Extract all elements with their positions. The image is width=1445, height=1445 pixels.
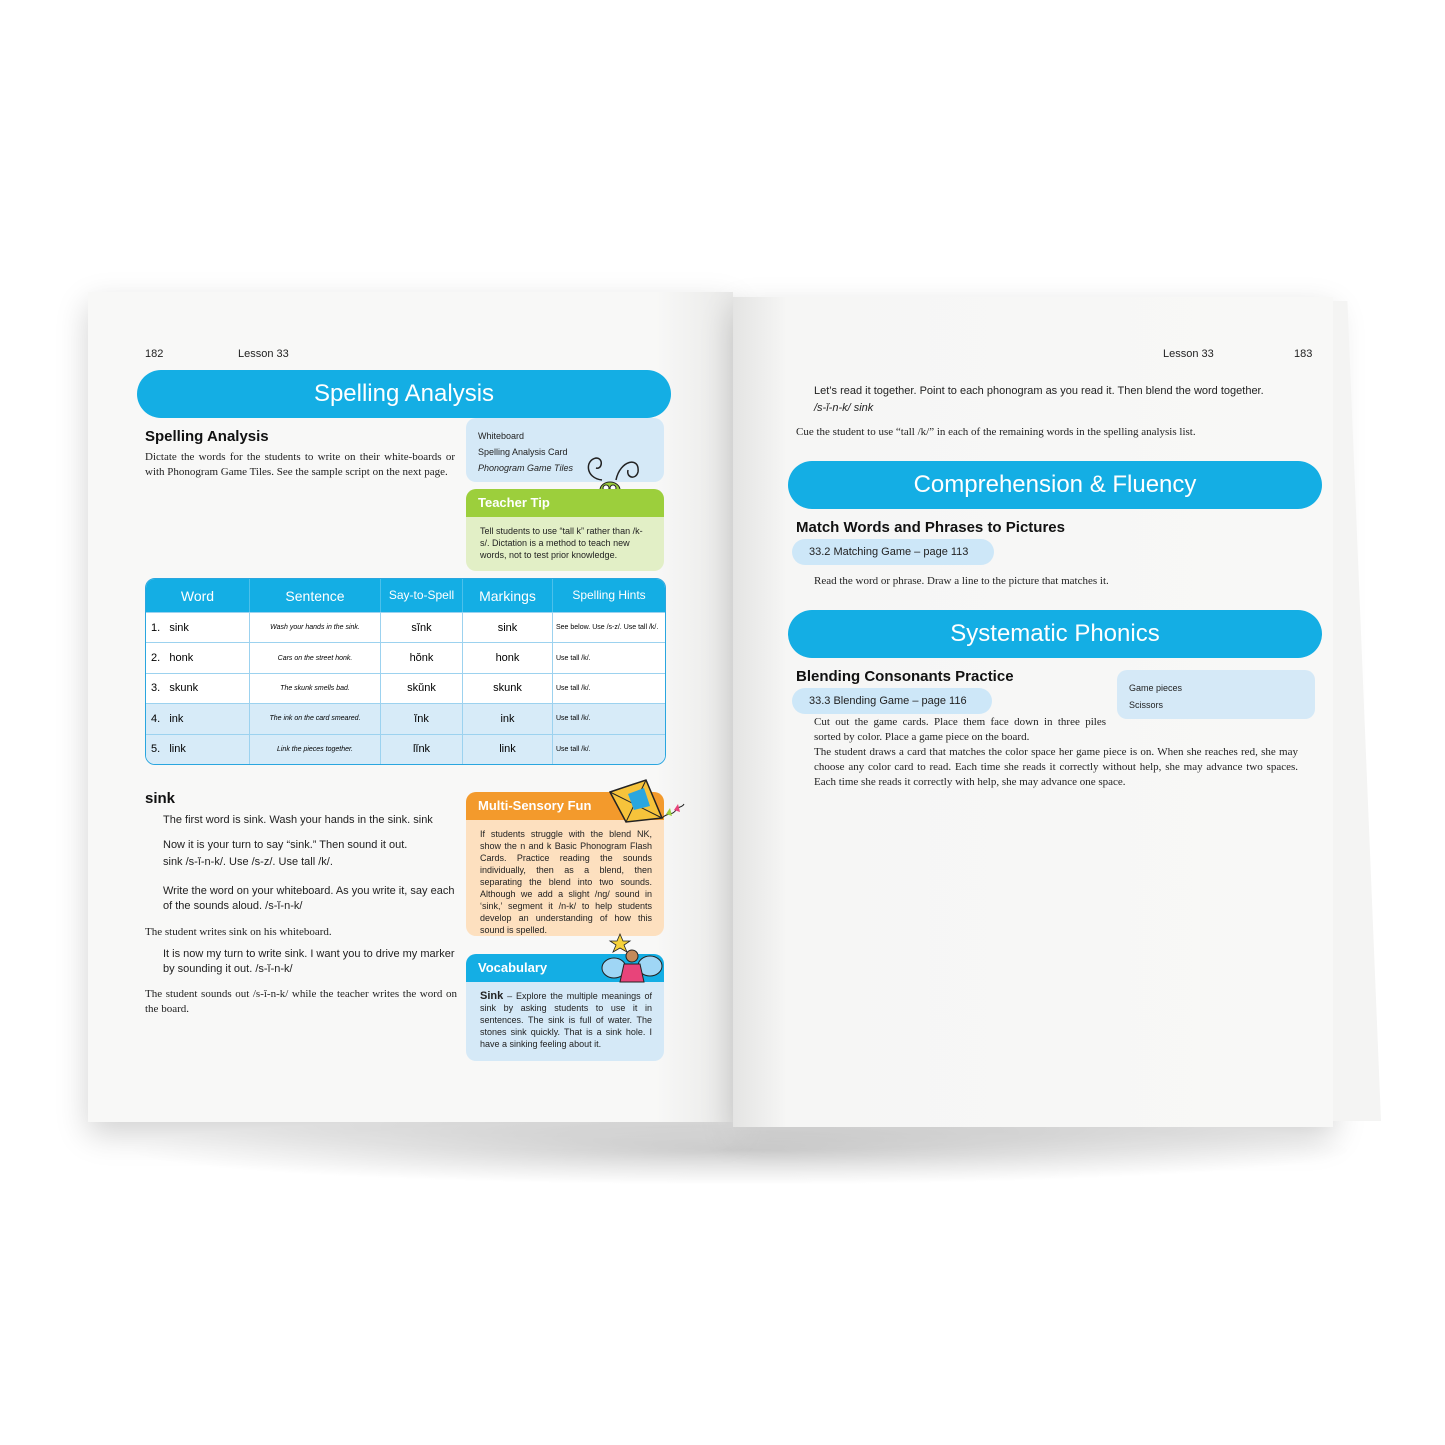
row-sentence: Wash your hands in the sink. [250, 613, 381, 642]
vocabulary-text: – Explore the multiple meanings of sink by asking students to use it in sentences. The sink is full of water. The stones sink quickly. That is a sink hole. I have a sinking feeling about it. [480, 991, 652, 1049]
column-header: Spelling Hints [572, 588, 646, 602]
row-say-to-spell: skŭnk [381, 674, 463, 703]
row-markings: skunk [463, 674, 553, 703]
blend-text: The student draws a card that matches the color space her game piece is on. When she reaches red, she may choose any color card to read. Each time she reads it correctly without help, she may advance two spaces. Each time she reads it correctly with help, she may advance one space. [814, 746, 1298, 788]
page-number-right: 183 [1294, 348, 1313, 360]
material-item: Spelling Analysis Card [478, 447, 568, 457]
table-row [146, 703, 665, 733]
row-sentence: Link the pieces together. [250, 735, 381, 764]
table-row [146, 612, 665, 642]
section-title: Spelling Analysis [145, 428, 269, 445]
row-hints: Use tall /k/. [556, 654, 591, 662]
column-header: Sentence [250, 579, 381, 612]
vocabulary-title: Vocabulary [466, 954, 664, 982]
row-word: honk [169, 652, 194, 665]
row-word: sink [169, 621, 189, 634]
row-say-to-spell: sĭnk [381, 613, 463, 642]
teacher-tip-text: Tell students to use “tall k” rather than /k-s/. Dictation is a method to teach new words, not to test prior knowledge. [480, 526, 643, 560]
material-item: Game pieces [1129, 683, 1183, 693]
row-hints: Use tall /k/. [556, 715, 591, 723]
row-word: ink [169, 712, 184, 725]
row-word: link [169, 743, 186, 756]
material-item: Whiteboard [478, 431, 525, 441]
vocabulary-word: Sink [480, 990, 504, 1002]
blend-text: Cut out the game cards. Place them face down in three piles sorted by color. Place a game piece on the board. [814, 716, 1106, 743]
row-hints: Use tall /k/. [556, 745, 591, 753]
running-head-left: Lesson 33 [238, 348, 289, 360]
blending-materials-box [1117, 670, 1315, 719]
script-line: /s-ĭ-n-k/ sink [814, 402, 874, 414]
fairy-illustration [600, 932, 664, 984]
narration-line: The student sounds out /s-ĭ-n-k/ while the teacher writes the word on the board. [145, 988, 457, 1015]
script-line: Write the word on your whiteboard. As you write it, say each of the sounds aloud. /s-ĭ-n-k/ [163, 885, 455, 912]
systematic-phonics-banner: Systematic Phonics [788, 610, 1322, 658]
row-hints: Use tall /k/. [556, 684, 591, 692]
row-number: 2. [151, 652, 161, 665]
multisensory-text: If students struggle with the blend NK, show the n and k Basic Phonogram Flash Cards. Practice reading the sounds individually, then as a blend, then separating the blend into two sounds. Although we add a slight /ng/ sound in ‘sink,’ segment it /n-k/ to help students develop an understanding of how this sound is spelled. [480, 829, 652, 935]
row-number: 3. [151, 682, 161, 695]
row-word: skunk [169, 682, 199, 695]
row-number: 1. [151, 621, 161, 634]
row-say-to-spell: lĭnk [381, 735, 463, 764]
row-say-to-spell: hŏnk [381, 643, 463, 672]
row-say-to-spell: ĭnk [381, 704, 463, 733]
table-row [146, 734, 665, 764]
matching-game-reference: 33.2 Matching Game – page 113 [792, 539, 994, 565]
script-line: Let’s read it together. Point to each phonogram as you read it. Then blend the word together. [814, 385, 1264, 397]
sink-heading: sink [145, 790, 176, 807]
row-sentence: Cars on the street honk. [250, 643, 381, 672]
row-markings: link [463, 735, 553, 764]
column-header: Markings [463, 579, 553, 612]
match-text: Read the word or phrase. Draw a line to the picture that matches it. [814, 575, 1109, 587]
narration-line: The student writes sink on his whiteboard. [145, 926, 332, 938]
material-item: Phonogram Game Tiles [478, 463, 573, 473]
table-row [146, 642, 665, 672]
script-line: Now it is your turn to say “sink.” Then sound it out. [163, 839, 408, 851]
column-header: Word [146, 579, 250, 612]
script-line: sink /s-ĭ-n-k/. Use /s-z/. Use tall /k/. [163, 856, 333, 868]
row-markings: honk [463, 643, 553, 672]
material-item: Scissors [1129, 700, 1164, 710]
intro-text: Dictate the words for the students to write on their white-boards or with Phonogram Game Tiles. See the sample script on the next page. [145, 451, 455, 478]
spelling-table [145, 578, 666, 765]
kite-illustration [606, 778, 686, 834]
teacher-tip-title: Teacher Tip [466, 489, 664, 517]
row-sentence: The ink on the card smeared. [250, 704, 381, 733]
blend-title: Blending Consonants Practice [796, 668, 1014, 685]
script-line: It is now my turn to write sink. I want you to drive my marker by sounding it out. /s-ĭ-n-k/ [163, 948, 455, 975]
table-row [146, 673, 665, 703]
script-line: The first word is sink. Wash your hands in the sink. sink [163, 814, 433, 826]
page-number-left: 182 [145, 348, 164, 360]
blending-game-reference: 33.3 Blending Game – page 116 [792, 688, 992, 714]
cue-text: Cue the student to use “tall /k/” in each of the remaining words in the spelling analysis list. [796, 426, 1196, 438]
teacher-tip-box [466, 489, 664, 571]
materials-box [466, 418, 664, 482]
row-sentence: The skunk smells bad. [250, 674, 381, 703]
running-head-right: Lesson 33 [1163, 348, 1214, 360]
column-header: Say-to-Spell [381, 579, 463, 612]
spelling-analysis-banner: Spelling Analysis [137, 370, 671, 418]
row-hints: See below. Use /s-z/. Use tall /k/. [556, 624, 659, 632]
multisensory-title: Multi-Sensory Fun [466, 792, 664, 820]
row-number: 4. [151, 712, 161, 725]
table-header [146, 579, 665, 612]
row-markings: ink [463, 704, 553, 733]
row-number: 5. [151, 743, 161, 756]
comprehension-banner: Comprehension & Fluency [788, 461, 1322, 509]
match-title: Match Words and Phrases to Pictures [796, 519, 1065, 536]
row-markings: sink [463, 613, 553, 642]
